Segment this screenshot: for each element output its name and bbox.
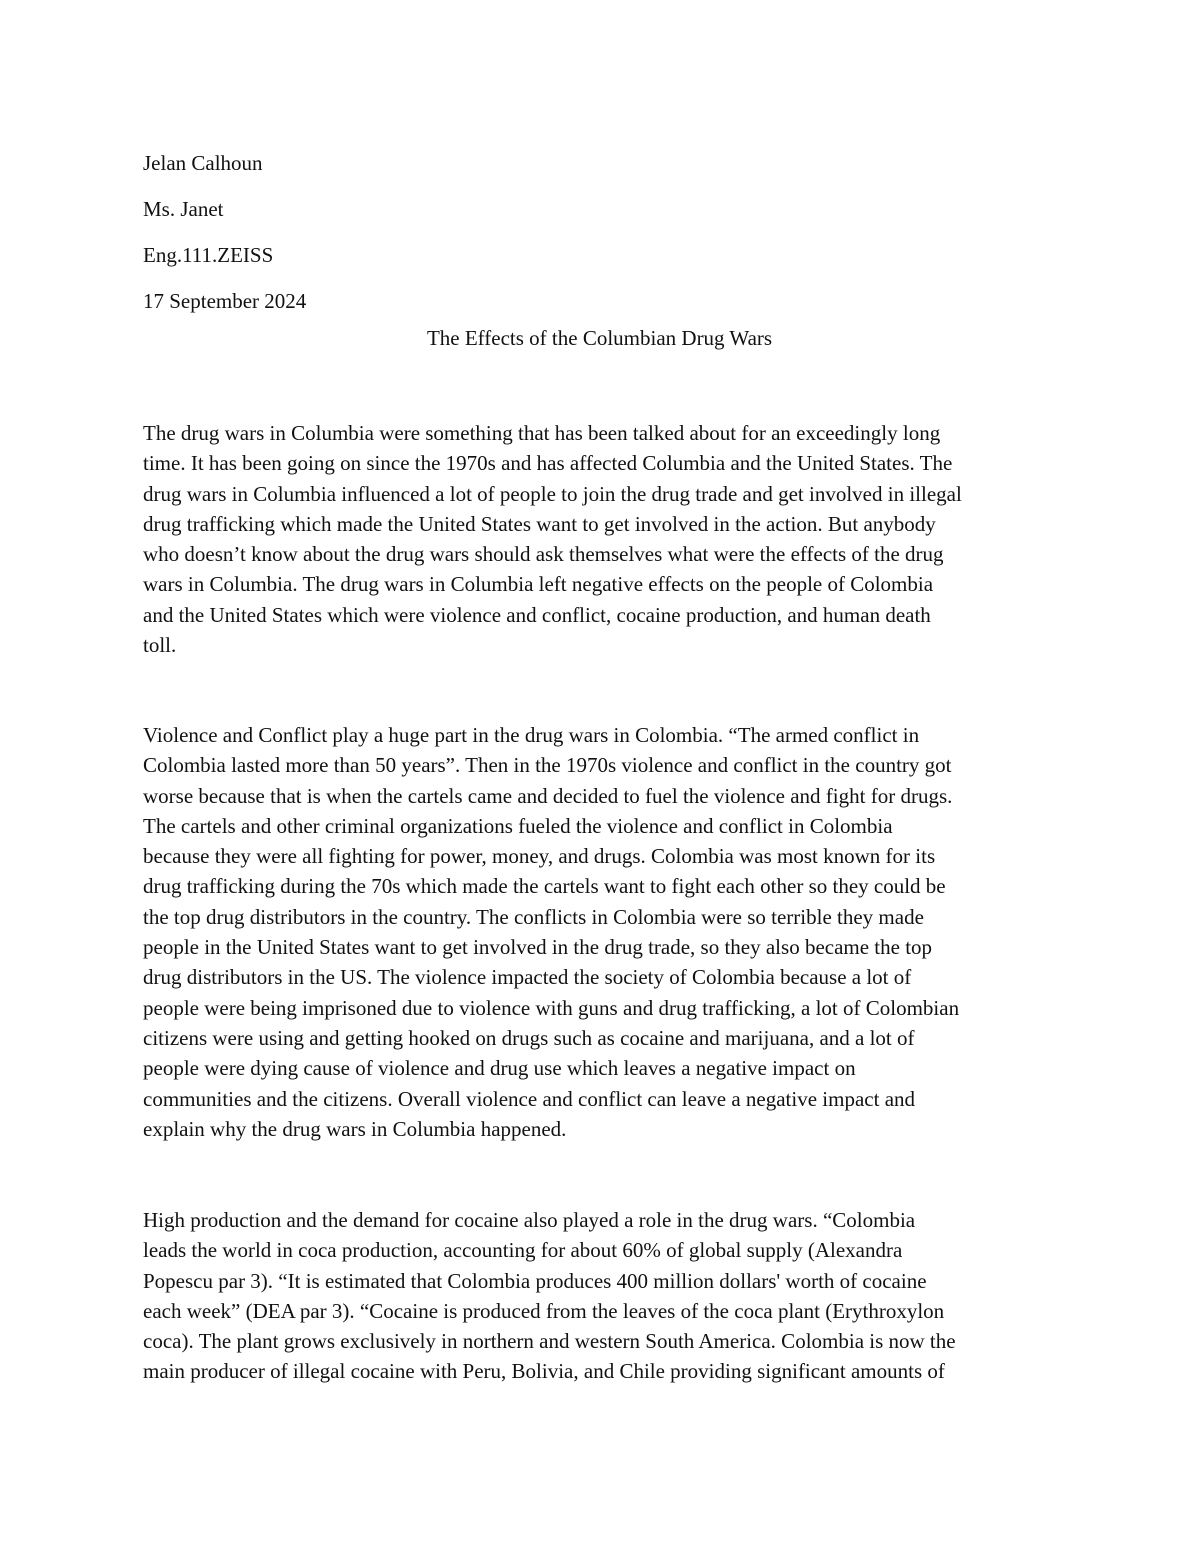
date: 17 September 2024: [143, 289, 307, 313]
text-line: explain why the drug wars in Columbia happened.: [143, 1116, 567, 1141]
text-line: Popescu par 3). “It is estimated that Colombia produces 400 million dollars' worth of cocaine: [143, 1268, 927, 1293]
paragraph-cocaine-production: [143, 1205, 1063, 1387]
text-line: drug trafficking during the 70s which made the cartels want to fight each other so they could be: [143, 874, 946, 899]
text-line: drug wars in Columbia influenced a lot of people to join the drug trade and get involved in illegal: [143, 481, 962, 506]
text-line: time. It has been going on since the 1970s and has affected Columbia and the United States. The: [143, 451, 953, 476]
text-line: drug distributors in the US. The violence impacted the society of Colombia because a lot of: [143, 965, 912, 990]
text-line: The cartels and other criminal organizations fueled the violence and conflict in Colombia: [143, 813, 893, 838]
text-line: wars in Columbia. The drug wars in Columbia left negative effects on the people of Colombia: [143, 572, 934, 597]
text-line: people were being imprisoned due to violence with guns and drug trafficking, a lot of Colombian: [143, 995, 960, 1020]
instructor-name: Ms. Janet: [143, 197, 224, 221]
text-line: main producer of illegal cocaine with Peru, Bolivia, and Chile providing significant amounts of: [143, 1359, 945, 1384]
text-line: Violence and Conflict play a huge part in the drug wars in Colombia. “The armed conflict in: [143, 723, 920, 747]
essay-title: The Effects of the Columbian Drug Wars: [426, 326, 773, 350]
paragraph-introduction: [143, 418, 1063, 660]
text-line: High production and the demand for cocaine also played a role in the drug wars. “Colombia: [143, 1208, 916, 1232]
text-line: who doesn’t know about the drug wars should ask themselves what were the effects of the drug: [143, 542, 944, 567]
text-line: citizens were using and getting hooked on drugs such as cocaine and marijuana, and a lot of: [143, 1025, 915, 1050]
text-line: leads the world in coca production, accounting for about 60% of global supply (Alexandra: [143, 1238, 903, 1263]
text-line: people were dying cause of violence and drug use which leaves a negative impact on: [143, 1056, 856, 1081]
text-line: worse because that is when the cartels came and decided to fuel the violence and fight for drugs.: [143, 783, 953, 808]
heading-block: [143, 140, 1043, 324]
text-line: toll.: [143, 633, 177, 658]
course-code: Eng.111.ZEISS: [143, 243, 274, 267]
text-line: communities and the citizens. Overall violence and conflict can leave a negative impact and: [143, 1086, 916, 1111]
text-line: Colombia lasted more than 50 years”. Then in the 1970s violence and conflict in the country got: [143, 753, 952, 778]
paragraph-violence-conflict: [143, 720, 1063, 1144]
text-line: the top drug distributors in the country. The conflicts in Colombia were so terrible they made: [143, 904, 924, 929]
text-line: coca). The plant grows exclusively in northern and western South America. Colombia is now the: [143, 1329, 956, 1354]
text-line: people in the United States want to get involved in the drug trade, so they also became the top: [143, 935, 933, 960]
text-line: The drug wars in Columbia were something that has been talked about for an exceedingly long: [143, 421, 941, 445]
text-line: each week” (DEA par 3). “Cocaine is produced from the leaves of the coca plant (Erythroxylon: [143, 1298, 945, 1323]
text-line: drug trafficking which made the United States want to get involved in the action. But anybody: [143, 511, 936, 536]
student-name: Jelan Calhoun: [143, 151, 263, 175]
text-line: because they were all fighting for power, money, and drugs. Colombia was most known for its: [143, 844, 936, 869]
text-line: and the United States which were violence and conflict, cocaine production, and human death: [143, 602, 931, 627]
